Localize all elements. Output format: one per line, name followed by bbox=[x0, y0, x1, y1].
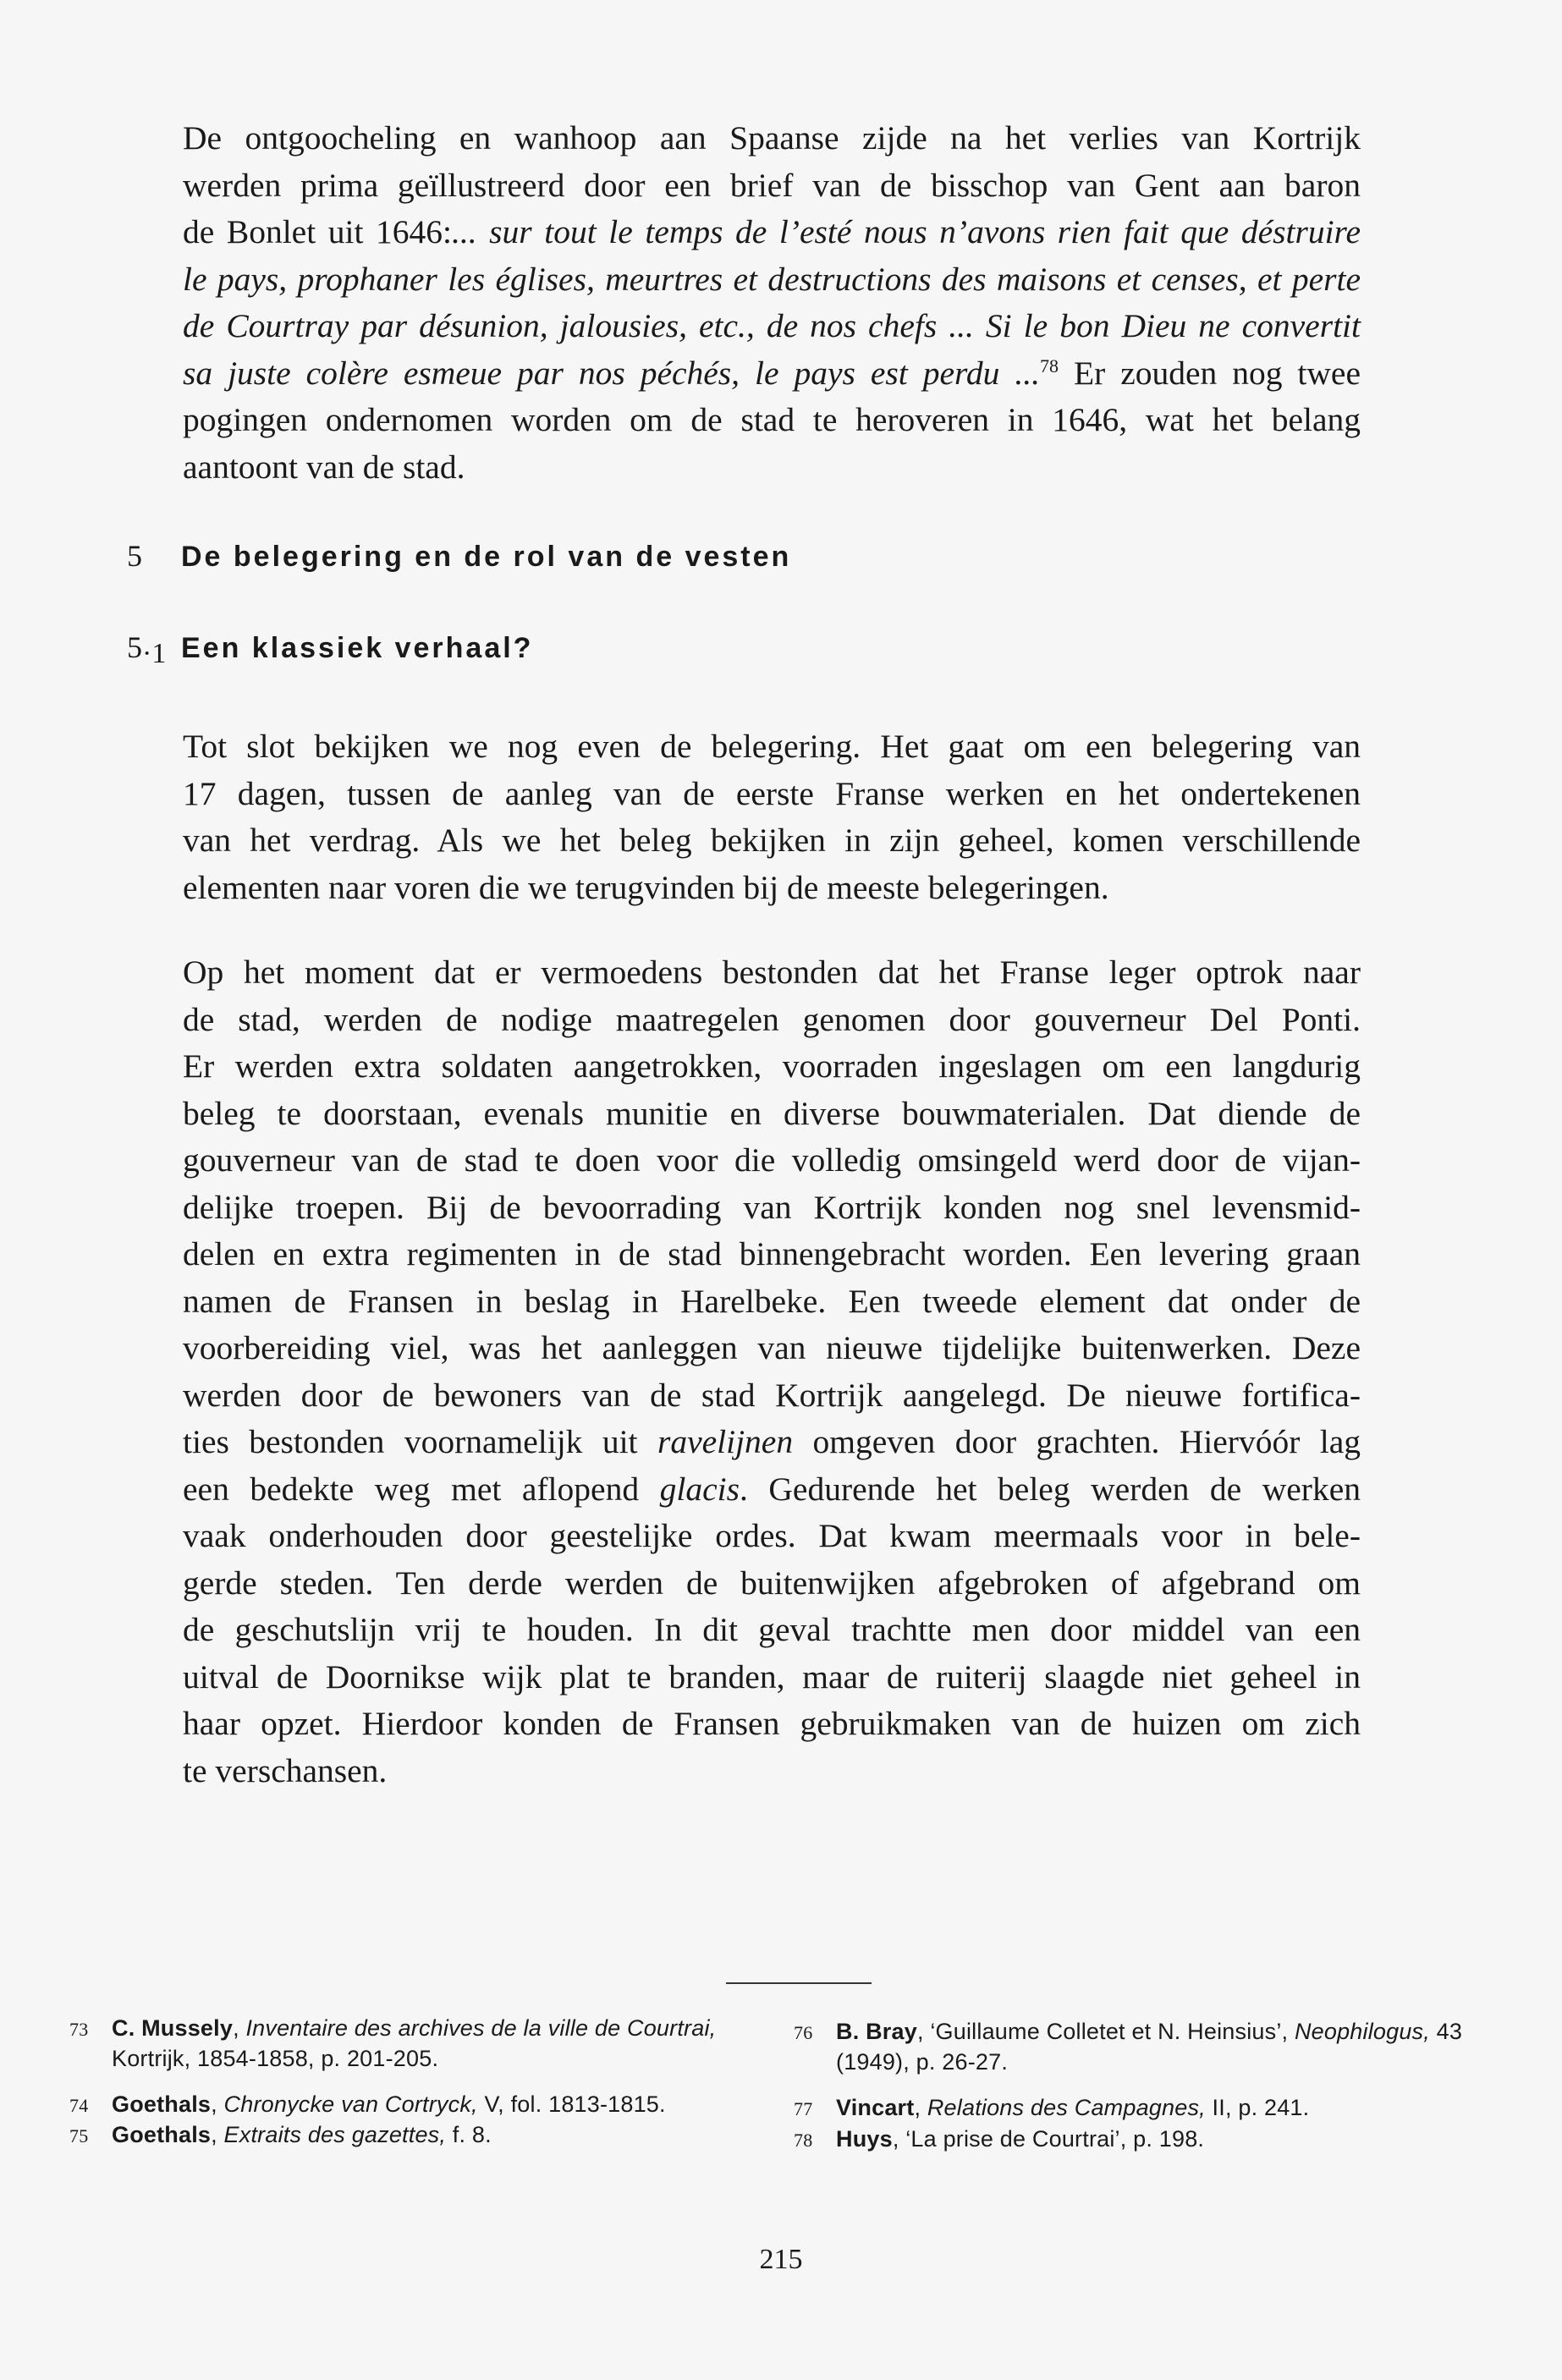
paragraph-intro bbox=[183, 115, 1361, 491]
text-line: Op het moment dat er vermoedens bestonden dat het Franse leger optrok naar bbox=[183, 954, 1361, 991]
text-line: gerde steden. Ten derde werden de buitenwijken afgebroken of afgebrand om bbox=[183, 1564, 1361, 1602]
section-number: 5 bbox=[127, 539, 142, 573]
text-line: de geschutslijn vrij te houden. In dit geval trachtte men door middel van een bbox=[183, 1611, 1361, 1648]
text-line: elementen naar voren die we terugvinden bij de meeste belegeringen. bbox=[183, 868, 1109, 906]
text-line: Er werden extra soldaten aangetrokken, voorraden ingeslagen om een langdurig bbox=[183, 1047, 1361, 1085]
text-line: delen en extra regimenten in de stad binnengebracht worden. Een levering graan bbox=[183, 1235, 1361, 1272]
text-line: een bedekte weg met aflopend glacis. Gedurende het beleg werden de werken bbox=[183, 1470, 1361, 1508]
text-line: le pays, prophaner les églises, meurtres et destructions des maisons et censes, et perte bbox=[183, 260, 1361, 298]
footnote-number: 73 bbox=[69, 2019, 89, 2040]
text-line: ties bestonden voornamelijk uit ravelijnen omgeven door grachten. Hiervóór lag bbox=[183, 1423, 1361, 1460]
text-line: De ontgoocheling en wanhoop aan Spaanse zijde na het verlies van Kortrijk bbox=[183, 119, 1361, 157]
text-line: 17 dagen, tussen de aanleg van de eerste Franse werken en het ondertekenen bbox=[183, 774, 1361, 812]
footnote-number: 78 bbox=[794, 2130, 813, 2151]
text-line: beleg te doorstaan, evenals munitie en diverse bouwmaterialen. Dat diende de bbox=[183, 1094, 1361, 1132]
footnote-number: 77 bbox=[794, 2098, 813, 2119]
text-line: gouverneur van de stad te doen voor die volledig omsingeld werd door de vijan- bbox=[183, 1141, 1361, 1179]
text-line: werden door de bewoners van de stad Kortrijk aangelegd. De nieuwe fortifica- bbox=[183, 1376, 1361, 1414]
footnote-73: 73 C. Mussely, Inventaire des archives de la ville de Courtrai, Kortrijk, 1854-1858, p. 201-205. bbox=[69, 2015, 717, 2071]
footnote-78: 78 Huys, ‘La prise de Courtrai’, p. 198. bbox=[794, 2124, 1538, 2155]
paragraph-belegering bbox=[183, 723, 1361, 911]
text-line: Tot slot bekijken we nog even de belegering. Het gaat om een belegering van bbox=[183, 728, 1361, 765]
subsection-title: Een klassiek verhaal? bbox=[181, 632, 534, 664]
text-line: haar opzet. Hierdoor konden de Fransen gebruikmaken van de huizen om zich bbox=[183, 1705, 1361, 1742]
text-line: de stad, werden de nodige maatregelen genomen door gouverneur Del Ponti. bbox=[183, 1000, 1361, 1038]
section-title: De belegering en de rol van de vesten bbox=[181, 541, 792, 573]
footnote-number: 76 bbox=[794, 2022, 813, 2043]
footnote-divider bbox=[726, 1982, 872, 1984]
footnote-75: 75 Goethals, Extraits des gazettes, f. 8. bbox=[69, 2120, 746, 2151]
subsection-heading bbox=[127, 629, 533, 670]
text-line: voorbereiding viel, was het aanleggen van nieuwe tijdelijke buitenwerken. Deze bbox=[183, 1329, 1361, 1366]
text-line: van het verdrag. Als we het beleg bekijken in zijn geheel, komen verschillende bbox=[183, 822, 1361, 859]
subsection-number: $5_{\cdot 1}$ bbox=[127, 630, 167, 669]
footnote-number: 74 bbox=[69, 2095, 89, 2116]
footnote-reference[interactable]: 78 bbox=[1039, 355, 1059, 377]
footnote-74: 74 Goethals, Chronycke van Cortryck, V, fol. 1813-1815. bbox=[69, 2090, 746, 2120]
text-line: delijke troepen. Bij de bevoorrading van Kortrijk konden nog snel levensmid- bbox=[183, 1188, 1361, 1226]
footnote-number: 75 bbox=[69, 2125, 89, 2146]
paragraph-maatregelen bbox=[183, 949, 1361, 1795]
text-line: te verschansen. bbox=[183, 1751, 388, 1789]
footnote-77: 77 Vincart, Relations des Campagnes, II, p. 241. bbox=[794, 2093, 1538, 2124]
text-line: uitval de Doornikse wijk plat te branden, maar de ruiterij slaagde niet geheel in bbox=[183, 1657, 1361, 1696]
text-line: de Bonlet uit 1646:... sur tout le temps de l’esté nous n’avons rien fait que déstruire bbox=[183, 213, 1361, 250]
section-heading bbox=[127, 538, 791, 574]
text-line: pogingen ondernomen worden om de stad te heroveren in 1646, wat het belang bbox=[183, 401, 1361, 438]
text-line: aantoont van de stad. bbox=[183, 448, 465, 486]
text-line: namen de Fransen in beslag in Harelbeke. Een tweede element dat onder de bbox=[183, 1282, 1361, 1320]
page-number: 215 bbox=[759, 2244, 803, 2275]
text-line: de Courtray par désunion, jalousies, etc., de nos chefs ... Si le bon Dieu ne convertit bbox=[183, 307, 1361, 344]
text-line: werden prima geïllustreerd door een brief van de bisschop van Gent aan baron bbox=[183, 166, 1361, 204]
text-line: sa juste colère esmeue par nos péchés, le pays est perdu ...$^{78}$ Er zouden nog twee bbox=[183, 354, 1361, 392]
footnote-76: 76 B. Bray, ‘Guillaume Colletet et N. Heinsius’, Neophilogus, 43 (1949), p. 26-27. bbox=[794, 2019, 1463, 2075]
text-line: vaak onderhouden door geestelijke ordes. Dat kwam meermaals voor in bele- bbox=[183, 1517, 1361, 1554]
